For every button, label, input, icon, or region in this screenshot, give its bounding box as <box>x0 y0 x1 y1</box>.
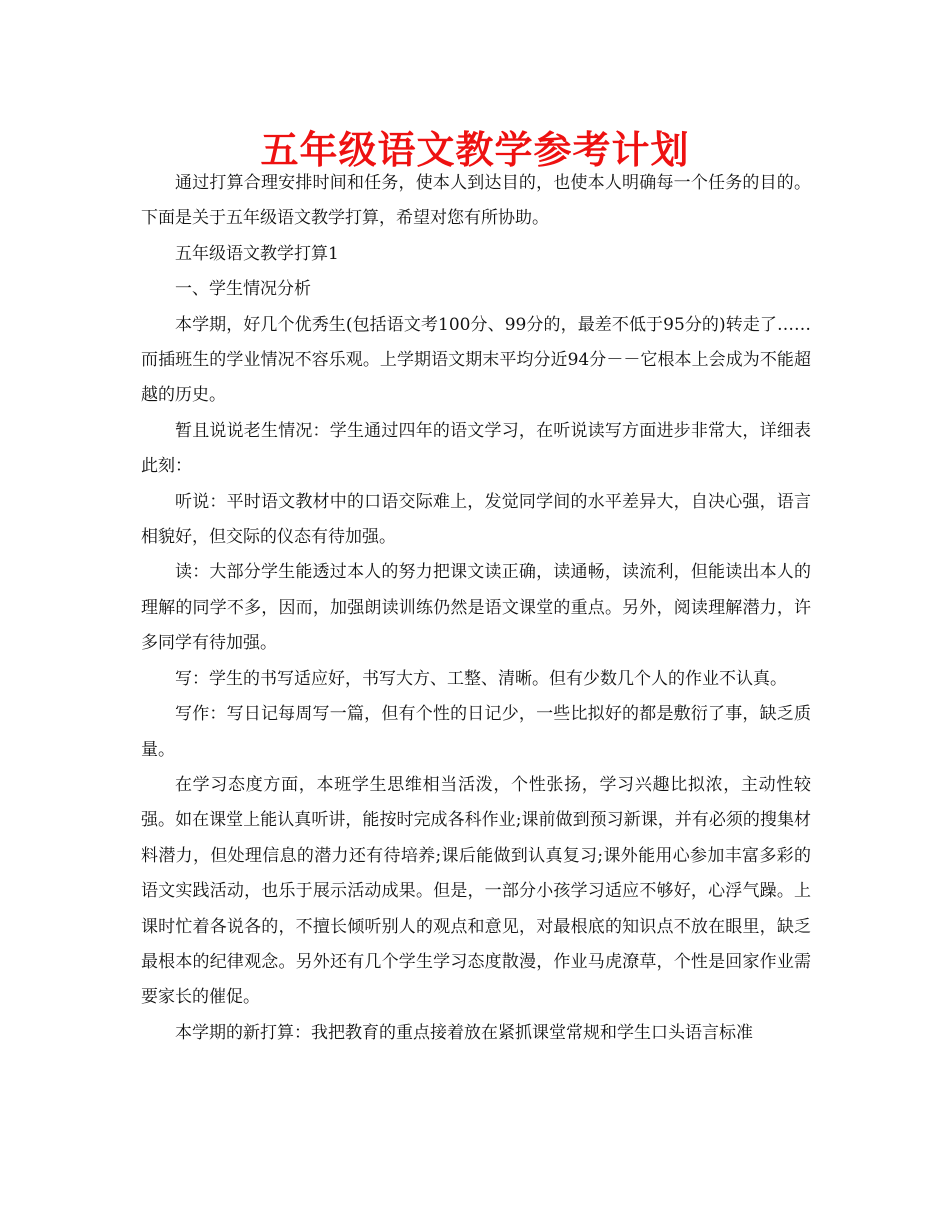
paragraph: 暂且说说老生情况：学生通过四年的语文学习，在听说读写方面进步非常大，详细表此刻： <box>141 420 811 477</box>
paragraph-plan-heading: 五年级语文教学打算1 <box>175 243 339 264</box>
paragraph-section-heading: 一、学生情况分析 <box>175 279 311 300</box>
paragraph: 读：大部分学生能透过本人的努力把课文读正确，读通畅，读流利，但能读出本人的理解的同学不多，因而，加强朗读训练仍然是语文课堂的重点。另外，阅读理解潜力，许多同学有待加强。 <box>141 562 811 654</box>
paragraph: 本学期的新打算：我把教育的重点接着放在紧抓课堂常规和学生口头语言标准 <box>175 1022 753 1043</box>
document-title: 五年级语文教学参考计划 <box>260 128 690 172</box>
document-body <box>141 166 811 1051</box>
paragraph: 写作：写日记每周写一篇，但有个性的日记少，一些比拟好的都是敷衍了事，缺乏质量。 <box>141 704 811 760</box>
paragraph: 在学习态度方面，本班学生思维相当活泼，个性张扬，学习兴趣比拟浓，主动性较强。如在课堂上能认真听讲，能按时完成各科作业;课前做到预习新课，并有必须的搜集材料潜力，但处理信息的潜力还有待培养;课后能做到认真复习;课外能用心参加丰富多彩的语文实践活动，也乐于展示活动成果。但是，一部分小孩学习适应不够好，心浮气躁。上课时忙着各说各的，不擅长倾听别人的观点和意见，对最根底的知识点不放在眼里，缺乏最根本的纪律观念。另外还有几个学生学习态度散漫，作业马虎潦草，个性是回家作业需要家长的催促。 <box>141 774 811 1008</box>
paragraph: 写：学生的书写适应好，书写大方、工整、清晰。但有少数几个人的作业不认真。 <box>175 668 787 689</box>
paragraph-intro: 通过打算合理安排时间和任务，使本人到达目的，也使本人明确每一个任务的目的。下面是关于五年级语文教学打算，希望对您有所协助。 <box>141 173 811 229</box>
paragraph: 本学期，好几个优秀生(包括语文考100分、99分的，最差不低于95分的)转走了……而插班生的学业情况不容乐观。上学期语文期末平均分近94分－－它根本上会成为不能超越的历史。 <box>141 314 811 406</box>
paragraph: 听说：平时语文教材中的口语交际难上，发觉同学间的水平差异大，自决心强，语言相貌好，但交际的仪态有待加强。 <box>141 491 811 548</box>
